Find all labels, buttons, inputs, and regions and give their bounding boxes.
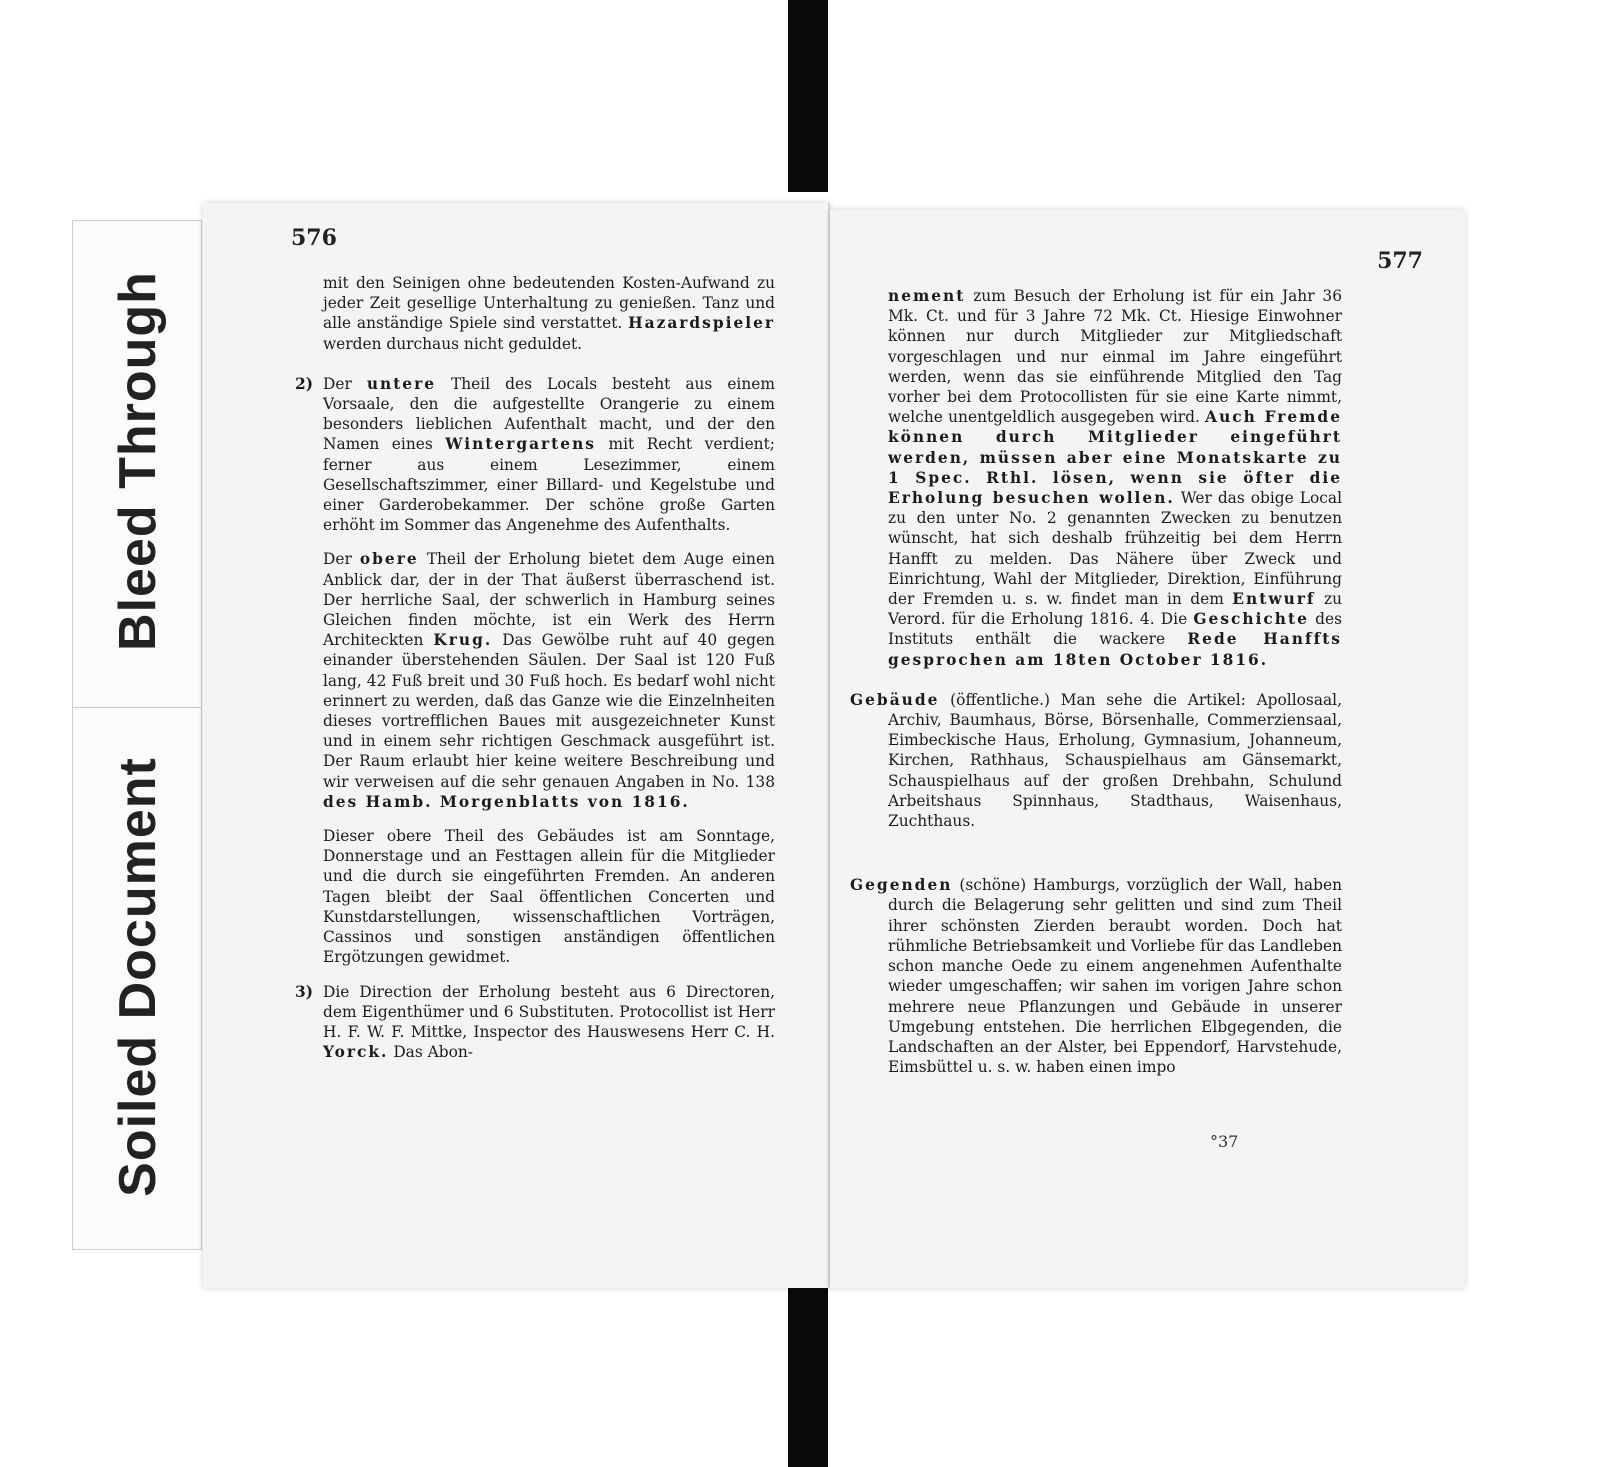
gegenden-entry: Gegenden (schöne) Hamburgs, vorzüglich der Wall, haben durch die Belagerung sehr gelitten und sind zum Theil ihrer schönsten Zierden beraubt worden. Doch hat rühmliche Betriebsamkeit und Vorliebe für das Landleben schon manche Oede zu einem angenehmen Aufenthalte wieder umgeschaffen; wir sahen im vorigen Jahre schon mehrere neue Pflanzungen und Gebäude in unserer Umgebung entstehen. Die herrlichen Elbgegenden, die Landschaften an der Alster, bei Eppendorf, Harvstehude, Eimsbüttel u. s. w. haben einen impo [850,876,1342,1077]
gebaeude-entry: Gebäude (öffentliche.) Man sehe die Artikel: Apollosaal, Archiv, Baumhaus, Börse, Börsenhalle, Commerziensaal, Eimbeckische Haus, Erholung, Gymnasium, Johanneum, Kirchen, Rathhaus, Schauspielhaus am Gänsemarkt, Schauspielhaus auf der großen Drehbahn, Schulund Arbeitshaus Spinnhaus, Stadthaus, Waisenhaus, Zuchthaus. [850,690,1342,831]
item-3-paragraph: 3) Die Direction der Erholung besteht aus 6 Directoren, dem Eigenthümer und 6 Substituten. Protocollist ist Herr H. F. W. F. Mittke, Inspector des Hauswesens Herr C. H. Yorck. Das Abon- [295,982,775,1062]
left-page-body [295,273,775,1062]
gutter-bar-bottom [788,1288,828,1467]
dieser-paragraph: Dieser obere Theil des Gebäudes ist am Sonntage, Donnerstage und an Festtagen allein für die Mitglieder und die durch sie eingeführten Fremden. An anderen Tagen bleibt der Saal öffentlichen Concerten und Kunstdarstellungen, wissenschaftlichen Vorträgen, Cassinos und sonstigen anständigen öffentlichen Ergötzungen gewidmet. [323,827,775,967]
right-page [830,210,1465,1288]
side-label-soiled-document: Soiled Document [109,757,167,1197]
gutter-bar-top [788,0,828,192]
side-label-bleed-through: Bleed Through [109,271,167,651]
printer-signature-mark: °37 [1210,1132,1239,1151]
obere-theil-paragraph: Der obere Theil der Erholung bietet dem Auge einen Anblick dar, der in der That äußerst überraschend ist. Der herrliche Saal, der schwerlich in Hamburg seines Gleichen finden möchte, ist ein Werk des Herrn Architeckten Krug. Das Gewölbe ruht auf 40 gegen einander überstehenden Säulen. Der Saal ist 120 Fuß lang, 42 Fuß breit und 30 Fuß hoch. Es bedarf wohl nicht erinnert zu werden, daß das Ganze wie die Einzelnheiten dieses vortrefflichen Baues mit ausgezeichneter Kunst und in einem sehr richtigen Geschmack ausgeführt ist. Der Raum erlaubt hier keine weitere Beschreibung und wir verweisen auf die sehr genauen Angaben in No. 138 des Hamb. Morgenblatts von 1816. [323,550,775,811]
right-page-body [850,286,1342,1077]
intro-paragraph: mit den Seinigen ohne bedeutenden Kosten-Aufwand zu jeder Zeit gesellige Unterhaltung zu genießen. Tanz und alle anständige Spiele sind verstattet. Hazardspieler werden durchaus nicht geduldet. [323,274,775,353]
continuation-paragraph: nement zum Besuch der Erholung ist für ein Jahr 36 Mk. Ct. und für 3 Jahre 72 Mk. Ct. Hiesige Einwohner können nur durch Mitglieder zur Mitgliedschaft vorgeschlagen und nur einmal im Jahre eingeführt werden, wenn das sie einführende Mitglied den Tag vorher bei dem Protocollisten für sie eine Karte nimmt, welche unentgeldlich ausgegeben wird. Auch Fremde können durch Mitglieder eingeführt werden, müssen aber eine Monatskarte zu 1 Spec. Rthl. lösen, wenn sie öfter die Erholung besuchen wollen. Wer das obige Local zu den unter No. 2 genannten Zwecken zu benutzen wünscht, hat sich deshalb frühzeitig bei dem Herrn Hanfft zu melden. Das Nähere über Zweck und Einrichtung, Wahl der Mitglieder, Direktion, Einführung der Fremden u. s. w. findet man in dem Entwurf zu Verord. für die Erholung 1816. 4. Die Geschichte des Instituts enthält die wackere Rede Hanffts gesprochen am 18ten October 1816. [888,287,1342,669]
side-label-strip [72,220,202,1250]
left-page-number: 576 [291,225,337,251]
left-page [203,203,830,1288]
right-page-number: 577 [1377,248,1423,274]
item-2-paragraph: 2) Der untere Theil des Locals besteht aus einem Vorsaale, den die aufgestellte Orangerie zu einem besonders lieblichen Aufenthalt macht, und der den Namen eines Wintergartens mit Recht verdient; ferner aus einem Lesezimmer, einem Gesellschaftszimmer, einer Billard- und Kegelstube und einer Garderobekammer. Der schöne große Garten erhöht im Sommer das Angenehme des Aufenthalts. [295,374,775,535]
